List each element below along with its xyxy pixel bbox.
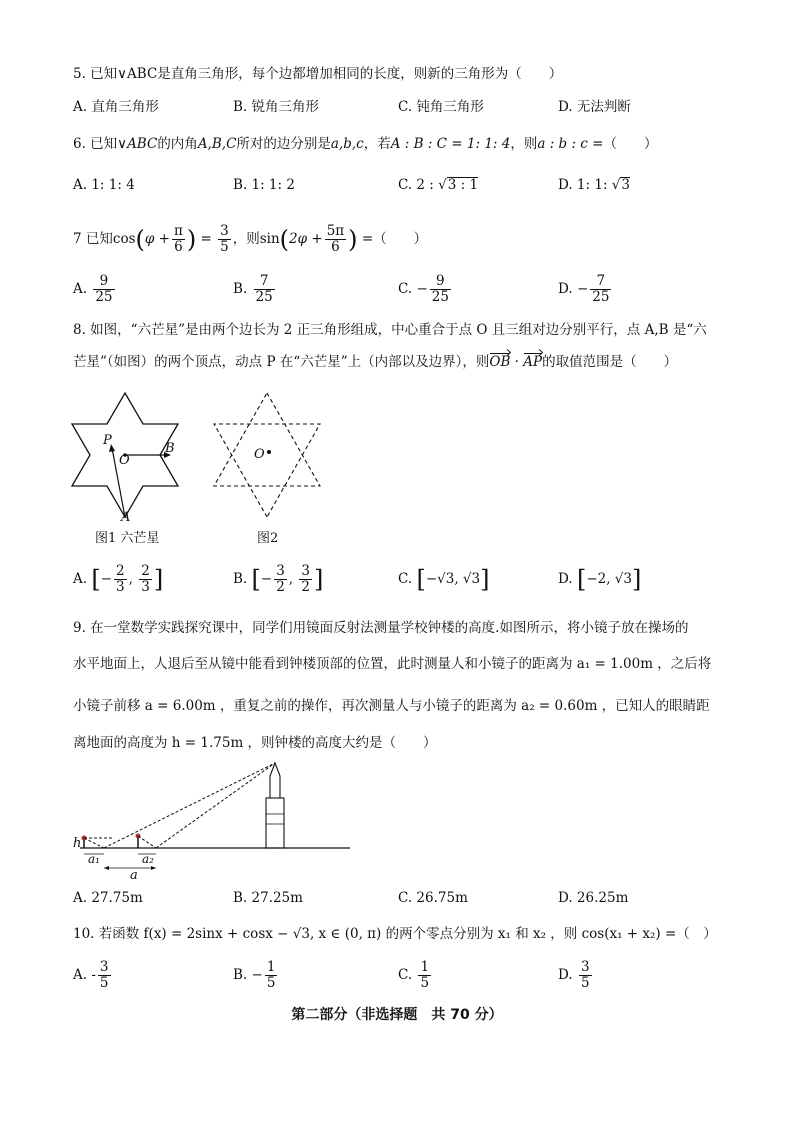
- figure-2-caption: 图2: [257, 531, 279, 546]
- q10-option-d: D. $\frac{3}{5}$: [558, 959, 590, 991]
- q10-option-b: B. − $\frac{1}{5}$: [233, 959, 276, 991]
- label-a: a: [130, 868, 138, 883]
- label-h: h: [73, 836, 82, 851]
- label-b: B: [165, 441, 175, 456]
- q8-line1: 8. 如图，“六芒星”是由两个边长为 2 正三角形组成，中心重合于点 O 且三组对边分别平行，点 A,B 是“六: [73, 322, 707, 338]
- q7-option-c: C. − $\frac{9}{25}$: [398, 273, 449, 305]
- q9-line1: 9. 在一堂数学实践探究课中，同学们用镜面反射法测量学校钟楼的高度.如图所示，将小镜子放在操场的: [73, 620, 689, 636]
- q7-option-a: A. $\frac{9}{25}$: [73, 273, 113, 305]
- q5-stem: 5. 已知∨ABC是直角三角形，每个边都增加相同的长度，则新的三角形为（ ）: [73, 66, 563, 82]
- section-heading: 第二部分（非选择题 共 70 分）: [291, 1007, 503, 1023]
- label-o: O: [119, 453, 130, 468]
- q10-option-c: C. $\frac{1}{5}$: [398, 959, 430, 991]
- q8-option-b: B. [− $\frac{3}{2}$ , $\frac{3}{2}$ ]: [233, 563, 324, 595]
- q8-option-d: D. [−2, √3]: [558, 565, 642, 594]
- q9-option-c: C. 26.75m: [398, 890, 468, 906]
- q6-stem: 6. 已知∨ABC的内角A,B,C所对的边分别是a,b,c，若A : B : C = 1: 1: 4，则a : b : c =（ ）: [73, 136, 658, 152]
- q6-option-a: A. 1: 1: 4: [73, 177, 135, 193]
- q8-line2: 芒星”（如图）的两个顶点，动点 P 在“六芒星”上（内部以及边界），则OB · AP的取值范围是（ ）: [73, 354, 678, 370]
- q6-option-c: C. 2 : √3 : 1: [398, 177, 479, 193]
- q10-stem: 10. 若函数 f(x) = 2sinx + cosx − √3, x ∈ (0, π) 的两个零点分别为 x₁ 和 x₂ ，则 cos(x₁ + x₂) =（ ）: [73, 926, 717, 942]
- q9-option-a: A. 27.75m: [73, 890, 143, 906]
- q6-option-b: B. 1: 1: 2: [233, 177, 295, 193]
- q5-option-c: C. 钝角三角形: [398, 99, 484, 115]
- q8-option-c: C. [−√3, √3]: [398, 565, 490, 594]
- q9-line2: 水平地面上，人退后至从镜中能看到钟楼顶部的位置，此时测量人和小镜子的距离为 a₁ = 1.00m ，之后将: [73, 656, 712, 672]
- q8-option-a: A. [− $\frac{2}{3}$ , $\frac{2}{3}$ ]: [73, 563, 164, 595]
- q7-option-d: D. − $\frac{7}{25}$: [558, 273, 610, 305]
- label-a: A: [121, 510, 131, 525]
- q6-option-d: D. 1: 1: √3: [558, 177, 630, 193]
- q7-stem: 7 已知cos(φ + $\frac{\pi}{6}$ ) = $\frac{3}{5}$ ，则sin(2φ + $\frac{5\pi}{6}$ ) =（ ）: [73, 223, 428, 255]
- q5-option-d: D. 无法判断: [558, 99, 631, 115]
- q9-option-b: B. 27.25m: [233, 890, 303, 906]
- q9-option-d: D. 26.25m: [558, 890, 629, 906]
- label-p: P: [103, 433, 112, 448]
- figure-1-caption: 图1 六芒星: [95, 531, 160, 546]
- hexagram-figure-2: [212, 390, 327, 525]
- q7-option-b: B. $\frac{7}{25}$: [233, 273, 273, 305]
- q5-option-b: B. 锐角三角形: [233, 99, 320, 115]
- label-a1: a₁: [88, 852, 100, 866]
- q9-line3: 小镜子前移 a = 6.00m ，重复之前的操作，再次测量人与小镜子的距离为 a₂ = 0.60m ，已知人的眼睛距: [73, 698, 710, 714]
- label-a2: a₂: [142, 852, 154, 866]
- q10-option-a: A. - $\frac{3}{5}$: [73, 959, 109, 991]
- label-o-fig2: O: [254, 447, 265, 462]
- q9-line4: 离地面的高度为 h = 1.75m ，则钟楼的高度大约是（ ）: [73, 735, 437, 751]
- clock-tower-figure: [72, 758, 352, 883]
- q5-option-a: A. 直角三角形: [73, 99, 159, 115]
